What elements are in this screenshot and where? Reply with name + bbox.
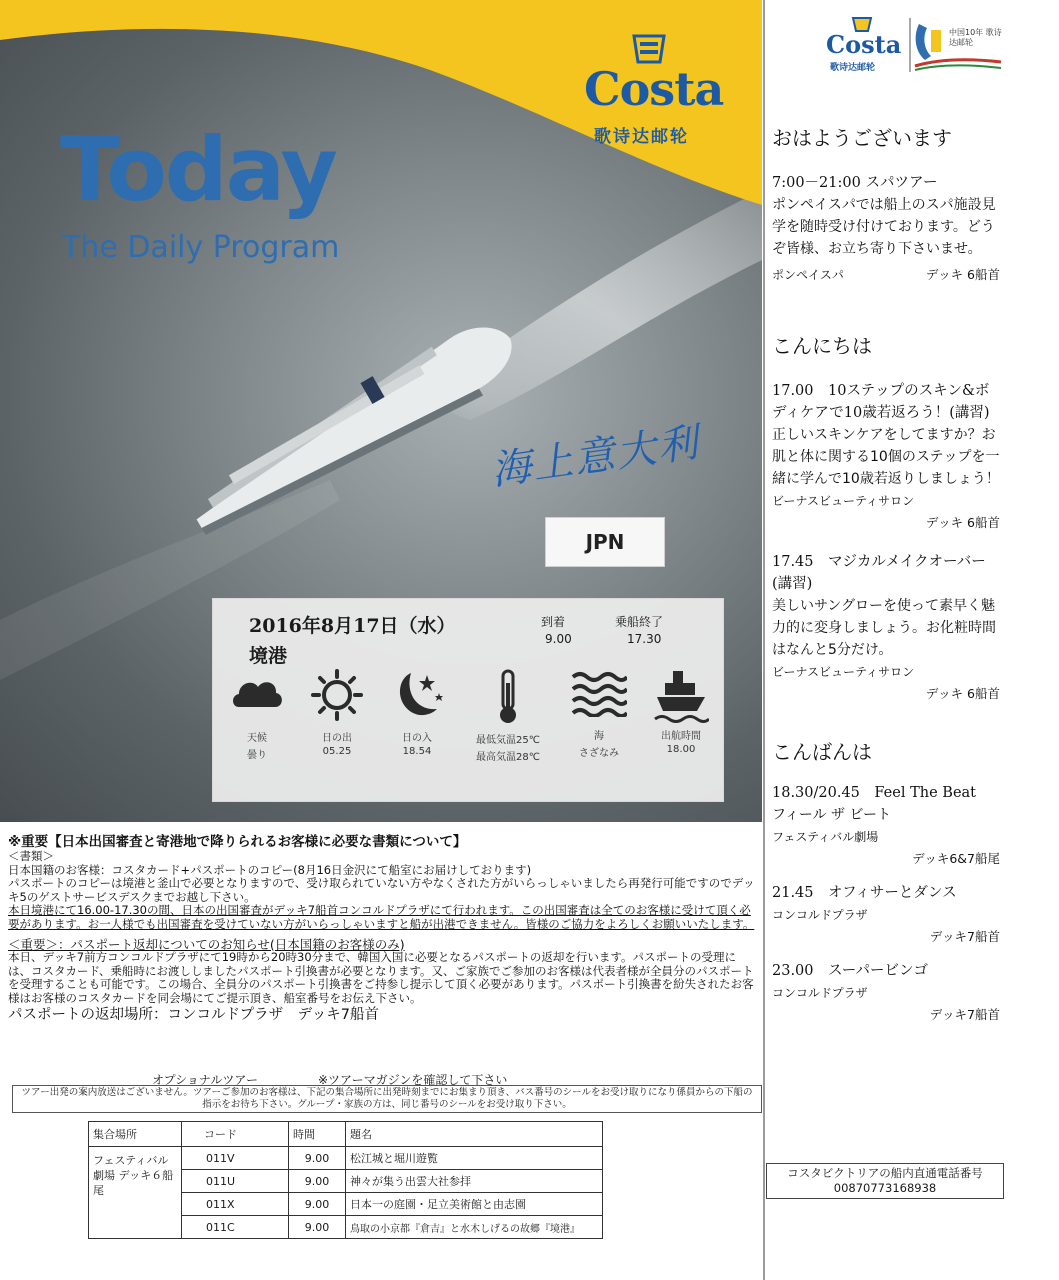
event-venue: コンコルドプラザ [772,986,868,1000]
country-code-label: JPN [545,517,665,567]
passport-return-place: パスポートの返却場所：コンコルドプラザ デッキ7船首 [8,1006,379,1023]
sun-icon [309,669,365,721]
weather-cell: 海 さざなみ [559,669,639,759]
event-skincare [772,380,1000,534]
event-venue: ポンペイスパ [772,268,844,282]
page-title: Today [60,118,336,221]
notice-heading: ※重要【日本出国審査と寄港地で降りられるお客様に必要な書類について】 [8,834,467,850]
phone-number: 00870773168938 [833,1181,937,1195]
funnel-logo-icon [628,30,670,66]
tour-magazine-note: ※ツアーマガジンを確認して下さい [318,1073,508,1087]
event-description: 美しいサングローを使って素早く魅力的に変身しましょう。お化粧時間はなんと5分だけ。 [772,598,996,658]
passport-heading: ＜重要＞：パスポート返却についてのお知らせ(日本国籍のお客様のみ) [8,936,405,952]
weather-cell: 最低気温25℃ 最高気温28℃ [463,669,553,763]
arrival-label: 到着 [541,615,566,629]
event-show [772,782,1000,870]
anniversary-text: 中国10年 歌诗达邮轮 [949,28,1002,47]
notice-paragraph: 本日、デッキ7前方コンコルドプラザにて19時から20時30分まで、韓国入国に必要となるパスポートの返却を行います。パスポートの受理には、コスタカード、乗船時にお渡ししましたパスポート引換書が必要となります。又、ご家族でご参加のお客様は代表者様が全員分のパスポートを受理することも可能です。この場合、全員分のパスポート引換書をご持参し提示して頂く必要があります。パスポート引換書を紛失されたお客様はお客様のコスタカードを同会場にてご提示頂き、船室番号をお伝え下さい。 [8,950,754,1005]
page-subtitle: The Daily Program [62,230,340,265]
table-header-row [89,1122,603,1147]
event-title: 18.30/20.45 Feel The Beat [772,785,976,801]
brand-name-cn: 歌诗达邮轮 [830,63,876,73]
event-venue: コンコルドプラザ [772,908,868,922]
event-title: 23.00 スーパービンゴ [772,963,929,979]
event-venue: ビーナスビューティサロン [772,494,915,508]
event-deck: デッキ7船首 [929,1007,1000,1022]
event-deck: デッキ 6船首 [925,686,1000,701]
brand-name: Costa [584,62,724,116]
port-date: 2016年8月17日（水） [249,615,456,637]
waves-icon [571,669,627,717]
weather-cell: 出航時間 18.00 [641,669,721,755]
greeting-afternoon: こんにちは [772,334,872,358]
column-header: コード [182,1122,289,1147]
brand-name: Costa [826,30,902,59]
weather-cell: 天候 曇り [217,669,297,761]
costa-logo-small [824,16,902,72]
event-bingo [772,960,1000,1026]
brand-name-cn: 歌诗达邮轮 [594,127,689,147]
tour-time: 9.00 [289,1170,346,1193]
tour-code: 011C [182,1216,289,1239]
tour-title: 鳥取の小京都『倉吉』と水木しげるの故郷『境港』 [346,1216,603,1239]
event-description: 正しいスキンケアをしてますか？お肌と体に関する10個のステップを一緒に学んで10歳若返りしましょう！ [772,427,1000,487]
event-venue: ビーナスビューティサロン [772,665,915,679]
event-title: 21.45 オフィサーとダンス [772,885,957,901]
event-title: 7:00－21:00 スパツアー [772,175,938,191]
arrival-time: 9.00 [545,632,572,646]
column-header: 時間 [289,1122,346,1147]
weather-cell: 日の入 18.54 [377,669,457,757]
event-title: 17.00 10ステップのスキン&ボディケアで10歳若返ろう！(講習) [772,383,990,421]
costa-logo [578,30,728,150]
tour-time: 9.00 [289,1147,346,1170]
cloud-icon [229,669,285,713]
thermometer-icon [496,669,520,725]
tour-time: 9.00 [289,1193,346,1216]
cruise-ship-icon [160,290,540,560]
ship-icon [653,669,709,725]
column-header: 集合場所 [89,1122,182,1147]
column-header: 題名 [346,1122,603,1147]
notice-paragraph: 日本国籍のお客様：コスタカード+パスポートのコピー(8月16日金沢にて船室にお届けしております) [8,862,532,877]
event-deck: デッキ 6船首 [925,267,1000,282]
important-notice [8,834,758,1024]
optional-tour-label: オプショナルツアー [152,1073,258,1087]
event-makeover [772,551,1000,705]
port-info-panel [212,598,724,802]
tour-code: 011X [182,1193,289,1216]
event-deck: デッキ6&7船尾 [912,851,1000,866]
tour-code: 011U [182,1170,289,1193]
ship-phone-box [766,1163,1004,1199]
column-divider [763,0,765,1280]
notice-paragraph: パスポートのコピーは境港と釜山で必要となりますので、受け取られていない方やなくされた方がいらっしゃいましたら再発行可能ですのでデッキ5のゲストサービスデスクまでお越し下さい。 [8,876,755,904]
event-spa-tour [772,172,1000,286]
table-row [89,1147,603,1170]
boarding-end-label: 乗船終了 [615,615,664,629]
event-subtitle: フィール ザ ビート [772,807,891,823]
tour-title: 松江城と堀川遊覧 [346,1147,603,1170]
docs-label: ＜書類＞ [8,849,54,863]
phone-label: コスタビクトリアの船内直通電話番号 [787,1166,983,1180]
greeting-evening: こんばんは [772,740,872,764]
port-name: 境港 [249,645,288,667]
event-deck: デッキ7船首 [929,929,1000,944]
event-deck: デッキ 6船首 [925,515,1000,530]
greeting-morning: おはようございます [772,126,952,150]
weather-cell: 日の出 05.25 [297,669,377,757]
tour-title: 日本一の庭園・足立美術館と由志園 [346,1193,603,1216]
tour-time: 9.00 [289,1216,346,1239]
boarding-end-time: 17.30 [627,632,662,646]
ship-calligraphy: 海上意大利 [488,419,703,495]
tour-title: 神々が集う出雲大社参拝 [346,1170,603,1193]
event-officer-dance [772,882,1000,948]
daily-schedule [766,0,1059,1280]
notice-paragraph-underlined: 本日境港にて16.00-17.30の間、日本の出国審査がデッキ7船首コンコルドプラザにて行われます。この出国審査は全てのお客様に受けて頂く必要があります。お一人様でも出国審査を受けていない方がいらっしゃいますと船が出港できません。皆様のご協力をよろしくお願いいたします。 [8,903,755,931]
event-venue: フェスティバル劇場 [772,830,879,844]
hero-banner [0,0,762,822]
moon-stars-icon [387,669,447,721]
event-title: 17.45 マジカルメイクオーバー(講習) [772,554,986,592]
tour-table [88,1121,603,1239]
event-description: ポンペイスパでは船上のスパ施設見学を随時受け付けております。どうぞ皆様、お立ち寄り下さいませ。 [772,197,996,257]
anniversary-badge [909,16,1005,74]
tour-code: 011V [182,1147,289,1170]
meeting-place-cell: フェスティバル劇場 デッキ６船尾 [89,1147,182,1239]
tour-instructions: ツアー出発の案内放送はございません。ツアーご参加のお客様は、下記の集合場所に出発時刻までにお集まり頂き、バス番号のシールをお受け取りになり係員からの下船の指示をお待ち下さい。グループ・家族の方は、同じ番号のシールをお受け取り下さい。 [12,1085,762,1113]
